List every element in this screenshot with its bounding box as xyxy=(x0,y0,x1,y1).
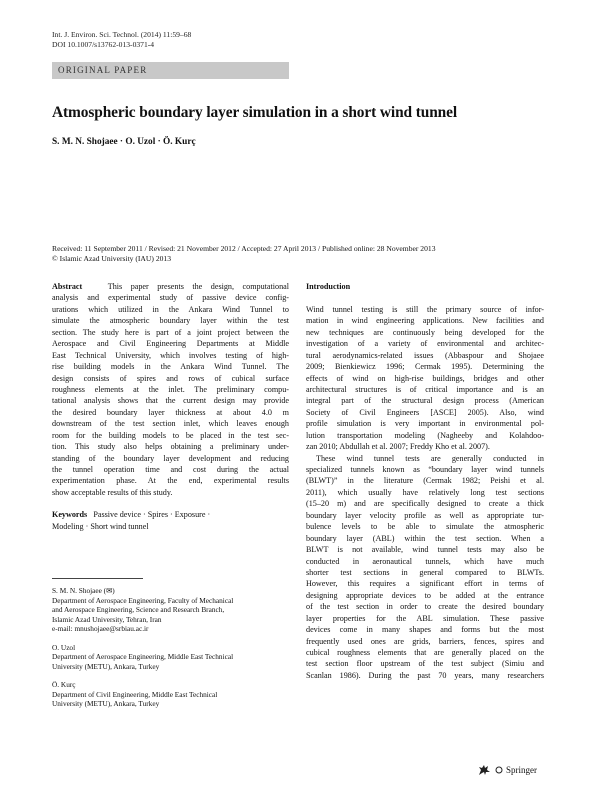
left-column xyxy=(52,281,289,532)
abstract-line: section. The study here is part of a joint project between the xyxy=(52,327,289,337)
abstract-line: design consists of spires and rows of cubical surface xyxy=(52,373,289,383)
intro-line: integral part of the structural design process (American xyxy=(306,396,544,406)
intro-line: profile simulation is very important in environmental pol- xyxy=(306,419,544,429)
affiliation-line: and Aerospace Engineering, Science and Research Branch, xyxy=(52,605,225,615)
intro-line: shorter test sections in general compared to BLWTs. xyxy=(306,567,544,577)
affiliation-author: O. Uzol xyxy=(52,642,76,652)
abstract-line: urations which utilized in the Ankara Wind Tunnel to xyxy=(52,304,289,314)
keywords-heading: Keywords xyxy=(52,510,88,520)
intro-line: boundary layer velocity profile as well as appropriate tur- xyxy=(306,510,544,520)
abstract-line: experimentation phase. At the end, experimental results xyxy=(52,476,289,486)
intro-line: These wind tunnel tests are generally conducted in xyxy=(316,453,544,463)
abstract xyxy=(52,281,289,498)
abstract-line: simulate the atmospheric boundary layer within the test xyxy=(52,316,289,326)
intro-line: mation in wind engineering applications. New facilities and xyxy=(306,316,544,326)
intro-line: conducted in aeronautical tunnels, which have much xyxy=(306,556,544,566)
section-band xyxy=(52,62,289,79)
affiliation-line: Department of Aerospace Engineering, Faculty of Mechanical xyxy=(52,595,234,605)
abstract-line: tational analysis shows that the current design may provide xyxy=(52,396,289,406)
intro-line: test section floor upstream of the test subject (Simiu and xyxy=(306,659,544,669)
intro-line: BLWT is not available, wind tunnel tests may also be xyxy=(306,545,544,555)
paper-title: Atmospheric boundary layer simulation in a short wind tunnel xyxy=(52,104,458,121)
section-label: ORIGINAL PAPER xyxy=(58,65,148,75)
keywords-line: Passive device · Spires · Exposure · xyxy=(93,510,211,520)
intro-line: boundary layer (ABL) within the test section. When a xyxy=(306,533,544,543)
affiliations xyxy=(52,586,289,709)
intro-line: architectural structures is of critical importance and is an xyxy=(306,384,544,394)
abstract-line: rise building models in the Ankara Wind Tunnel. The xyxy=(52,362,289,372)
intro-line: (BLWT)” in the literature (Cermak 1982; Peishi et al. xyxy=(306,476,544,486)
affiliation-author: S. M. N. Shojaee (✉) xyxy=(52,586,115,595)
intro-line: bulence levels to be able to simulate the atmospheric xyxy=(306,522,544,532)
footnote-rule xyxy=(52,578,143,579)
springer-ring-icon xyxy=(495,765,503,775)
history-dates: Received: 11 September 2011 / Revised: 21 November 2012 / Accepted: 27 April 2013 / Published online: 28 November 2013 xyxy=(52,244,436,253)
intro-line: layer properties for the ABL simulation. These passive xyxy=(306,613,544,623)
intro-line: investigation of a variety of environmental and architec- xyxy=(306,339,544,349)
running-header xyxy=(52,30,191,50)
intro-line: Wind tunnel testing is still the primary source of infor- xyxy=(306,304,544,314)
abstract-line: East Technical University, which involves testing of high- xyxy=(52,350,289,360)
intro-line: specialized tunnels known as “boundary layer wind tunnels xyxy=(306,465,544,474)
journal-citation: Int. J. Environ. Sci. Technol. (2014) 11:59–68 xyxy=(52,30,192,39)
intro-line: 2009; Bienkiewicz 1996; Cermak 1995). Determining the xyxy=(306,362,544,372)
abstract-line: standing of the boundary layer development and reducing xyxy=(52,453,289,463)
abstract-line: show acceptable results of this study. xyxy=(52,487,173,497)
abstract-line: analysis and experimental study of passive device config- xyxy=(52,293,289,303)
publication-dates xyxy=(52,244,552,264)
intro-line: 2011), which usually have relatively long test sections xyxy=(306,487,544,497)
copyright: © Islamic Azad University (IAU) 2013 xyxy=(52,254,172,263)
keywords xyxy=(52,509,289,532)
intro-line: (15–20 m) and are specifically designed to create a thick xyxy=(306,499,544,509)
intro-line: frequently used ones are grids, barriers, fences, spires and xyxy=(306,636,544,646)
affiliation-line: Department of Aerospace Engineering, Middle East Technical xyxy=(52,652,234,662)
publisher-name: Springer xyxy=(506,765,537,775)
affiliation-email[interactable]: e-mail: mnushojaee@srbiau.ac.ir xyxy=(52,624,149,634)
abstract-line: room for the building models to be placed in the test sec- xyxy=(52,430,289,440)
abstract-line: Aerospace and Civil Engineering Departments at Middle xyxy=(52,339,289,349)
abstract-heading: Abstract xyxy=(52,282,83,291)
intro-line: designing appropriate devices to be added at the entrance xyxy=(306,590,544,600)
abstract-line: the desired boundary layer thickness at about 4.0 m xyxy=(52,407,289,417)
introduction-heading: Introduction xyxy=(306,282,351,291)
intro-line: new techniques are continuously being developed for the xyxy=(306,327,544,337)
keywords-line: Modeling · Short wind tunnel xyxy=(52,521,149,531)
intro-line: of the test section in order to create the desired boundary xyxy=(306,602,544,612)
affiliation-author: Ö. Kurç xyxy=(52,680,76,690)
abstract-line: tion. This study also helps obtaining a preliminary under- xyxy=(52,442,289,452)
intro-line: zan 2010; Abdullah et al. 2007; Freddy Kho et al. 2007). xyxy=(306,442,490,452)
publisher-mark xyxy=(476,763,537,777)
author-list: S. M. N. Shojaee · O. Uzol · Ö. Kurç xyxy=(52,137,196,147)
affiliation-line: Department of Civil Engineering, Middle East Technical xyxy=(52,689,218,699)
intro-line: lution transportation modeling (Nagheeby and Kolahdoo- xyxy=(306,430,544,440)
abstract-line: roughness elements at the inlet. The preliminary compu- xyxy=(52,384,289,394)
intro-line: Society of Civil Engineers [ASCE] 2005). Also, wind xyxy=(306,407,544,417)
affiliation-line: Islamic Azad University, Tehran, Iran xyxy=(52,614,162,624)
affiliation-line: University (METU), Ankara, Turkey xyxy=(52,661,160,671)
intro-line: Scanlan 1986). During the past 70 years, many researchers xyxy=(306,670,544,680)
doi: DOI 10.1007/s13762-013-0371-4 xyxy=(52,40,155,49)
intro-line: However, this requires a significant effort in terms of xyxy=(306,579,544,589)
abstract-line: Abstract This paper presents the design, computational xyxy=(52,282,289,291)
springer-horse-icon xyxy=(476,763,492,777)
intro-line: tural aerodynamics-related issues (Abbaspour and Shojaee xyxy=(306,350,544,360)
abstract-line: downstream of the test section inlet, which leaves enough xyxy=(52,419,289,429)
abstract-line: the tunnel operation time and cost during the actual xyxy=(52,465,289,474)
intro-line: devices come in many shapes and forms but the most xyxy=(306,625,544,635)
intro-line: effects of wind on high-rise buildings, bridges and other xyxy=(306,373,544,383)
affiliation-line: University (METU), Ankara, Turkey xyxy=(52,699,160,709)
intro-line: cubical roughness elements that are generally placed on the xyxy=(306,648,544,657)
right-column xyxy=(306,281,544,681)
